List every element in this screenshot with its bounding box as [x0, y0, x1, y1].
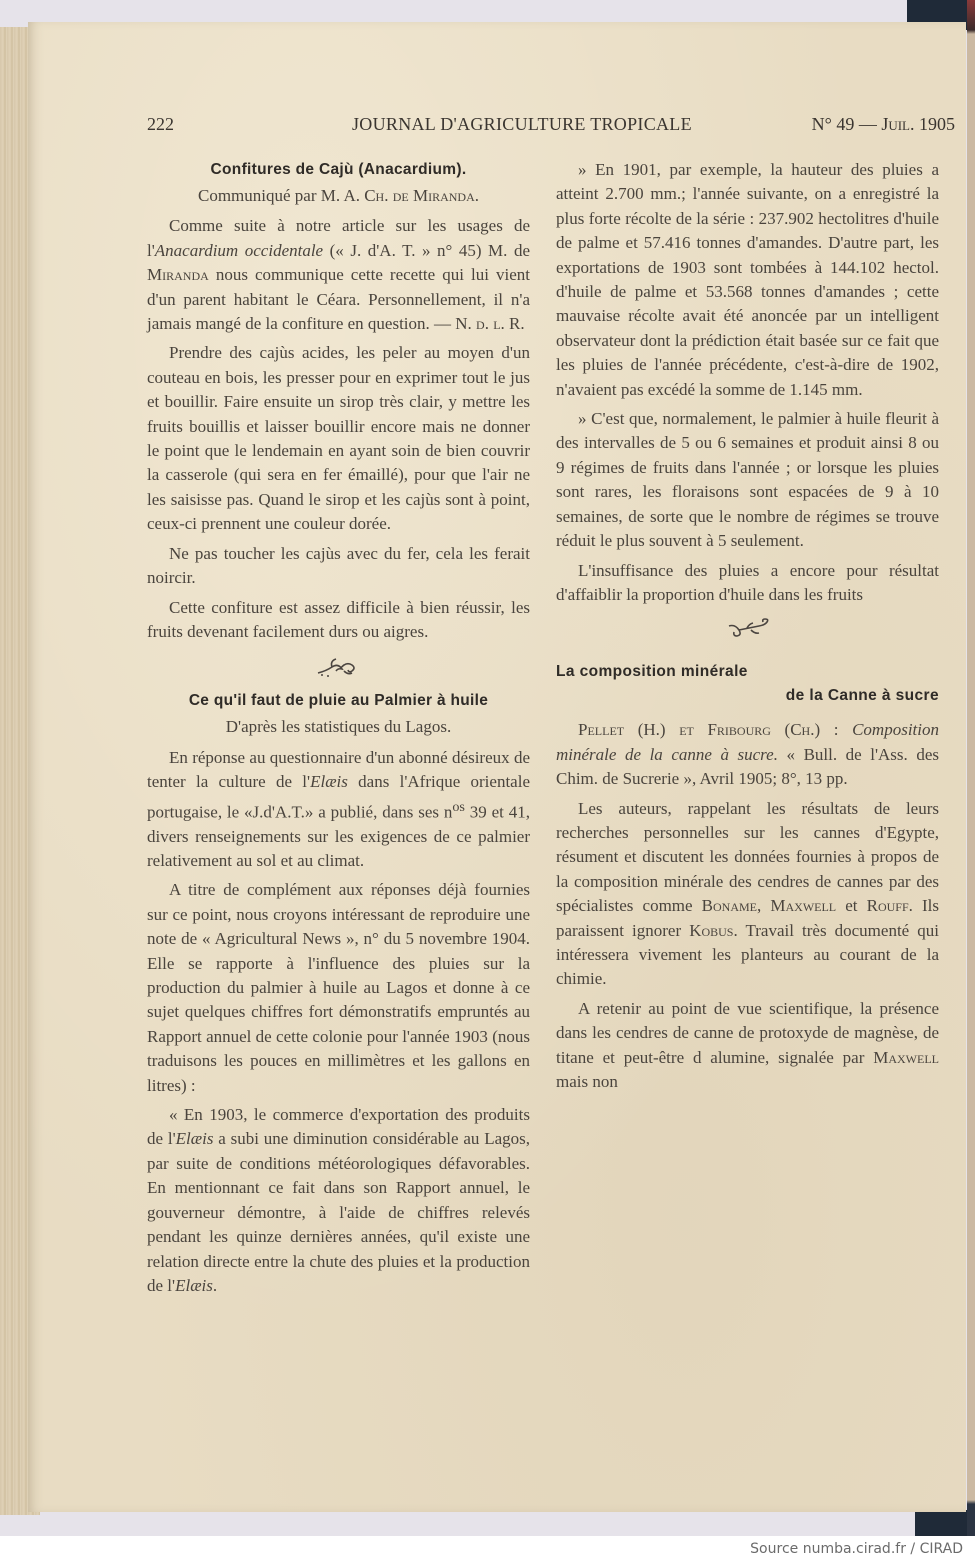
issue-info: N° 49 — Juil. 1905 [811, 114, 955, 134]
fleuron-ornament-icon [556, 612, 939, 646]
running-header [147, 114, 955, 138]
right-column [556, 158, 939, 1099]
page-number: 222 [147, 114, 174, 134]
binding-edge [967, 0, 975, 1536]
journal-title: JOURNAL D'AGRICULTURE TROPICALE [352, 114, 692, 134]
article-title-palmier: Ce qu'il faut de pluie au Palmier à huile [188, 692, 489, 710]
paragraph: A titre de complément aux réponses déjà fournies sur ce point, nous croyons intéressant de reproduire une note de « Agricultural News », n° du 5 novembre 1904. Elle se rapporte à l'influence des pluies sur la production du palmier à huile au Lagos et donne à ce sujet quelques chiffres fort démonstratifs empruntés au Rapport annuel de cette colonie pour l'année 1903 (nous traduisons les pouces en millimètres et les gallons en litres) : [147, 880, 530, 1095]
paragraph: Prendre des cajùs acides, les peler au moyen d'un couteau en bois, les presser pour en exprimer tout le jus et bouillir. Faire ensuite un sirop très clair, y mettre les fruits bouillis et laisser bouillir encore mais ne donner le point que le lendemain en ayant soin de bien couvrir la casserole (qui sera en fer émaillé), pour que l'air ne les saisisse pas. Quand le sirop et les cajùs sont à point, ceux-ci prennent une couleur dorée. [147, 343, 530, 534]
fleuron-ornament-icon [147, 649, 530, 683]
source-credit: Source numba.cirad.fr / CIRAD [750, 1541, 963, 1557]
paragraph: A retenir au point de vue scientifique, la présence dans les cendres de canne de protoxyde de magnèse, de titane et peut-être d alumine, signalée par Maxwell mais non [556, 998, 939, 1091]
paragraph: Ne pas toucher les cajùs avec du fer, cela les ferait noircir. [147, 543, 530, 588]
article-title-canne-line1: La composition minérale [556, 663, 748, 681]
bibliographic-reference: Pellet (H.) et Fribourg (Ch.) : Composition minérale de la canne à sucre. « Bull. de l'Ass. des Chim. de Sucrerie », Avril 1905; 8°, 13 pp. [556, 720, 939, 789]
article-byline: Communiqué par M. A. Ch. de Miranda. [198, 186, 479, 205]
editor-note: Comme suite à notre article sur les usages de l'Anacardium occidentale (« J. d'A. T. » n° 45) M. de Miranda nous communique cette recette qui lui vient d'un parent habitant le Céara. Personnellement, il n'a jamais mangé de la confiture en question. — N. d. l. R. [147, 216, 530, 334]
paragraph: L'insuffisance des pluies a encore pour résultat d'affaiblir la proportion d'huile dans les fruits [556, 560, 939, 604]
paragraph: » En 1901, par exemple, la hauteur des pluies a atteint 2.700 mm.; l'année suivante, on a enregistré la plus forte récolte de la série : 237.902 hectolitres d'huile de palme et 57.416 tonnes d'amandes. D'autre part, les exportations de 1903 sont tombées à 144.102 hectol. d'huile de palme et 53.568 tonnes d'amandes ; cette mauvaise récolte avait été anoncée par un intelligent observateur dont la prédiction était basée sur ce fait que les pluies de l'année précédente, c'est-à-dire de 1902, n'avaient pas excédé la somme de 1.145 mm. [556, 160, 939, 399]
article-title-caju: Confitures de Cajù (Anacardium). [210, 161, 467, 178]
binding-strip-bottom [915, 1510, 975, 1536]
paragraph: » C'est que, normalement, le palmier à huile fleurit à des intervalles de 5 ou 6 semaines et produit ainsi 8 ou 9 régimes de fruits dans l'année ; or lorsque les pluies sont rares, les floraisons sont espacées de 9 à 10 semaines, de sorte que le nombre de régimes se trouve réduit le plus souvent à 5 seulement. [556, 409, 939, 551]
paragraph: Cette confiture est assez difficile à bien réussir, les fruits devenant facilement durs ou aigres. [147, 597, 530, 641]
article-subtitle: D'après les statistiques du Lagos. [225, 717, 452, 737]
paragraph: En réponse au questionnaire d'un abonné désireux de tenter la culture de l'Elæis dans l'Afrique orientale portugaise, le «J.d'A.T.» a publié, dans ses $n^{os}$ 39 et 41, divers renseignements sur les exigences de ce palmier relativement au sol et au climat. [147, 747, 530, 870]
paragraph: « En 1903, le commerce d'exportation des produits de l'Elæis a subi une diminution considérable au Lagos, par suite de conditions météorologiques défavorables. En mentionnant ce fait dans son Rapport annuel, le gouverneur démontre, à l'aide de chiffres relevés pendant les quinze dernières années, qu'il existe une relation directe entre la chute des pluies et la production de l'Elæis. [147, 1105, 530, 1295]
left-column [147, 158, 530, 1303]
article-title-canne-line2: de la Canne à sucre [785, 687, 939, 705]
paragraph: Les auteurs, rappelant les résultats de leurs recherches personnelles sur les cannes d'Egypte, résument et discutent les données fournies à propos de la composition minérale des cendres de cannes par des spécialistes comme Boname, Maxwell et Rouff. Ils paraissent ignorer Kobus. Travail très documenté qui intéressera vivement les planteurs au courant de la chimie. [556, 798, 940, 989]
